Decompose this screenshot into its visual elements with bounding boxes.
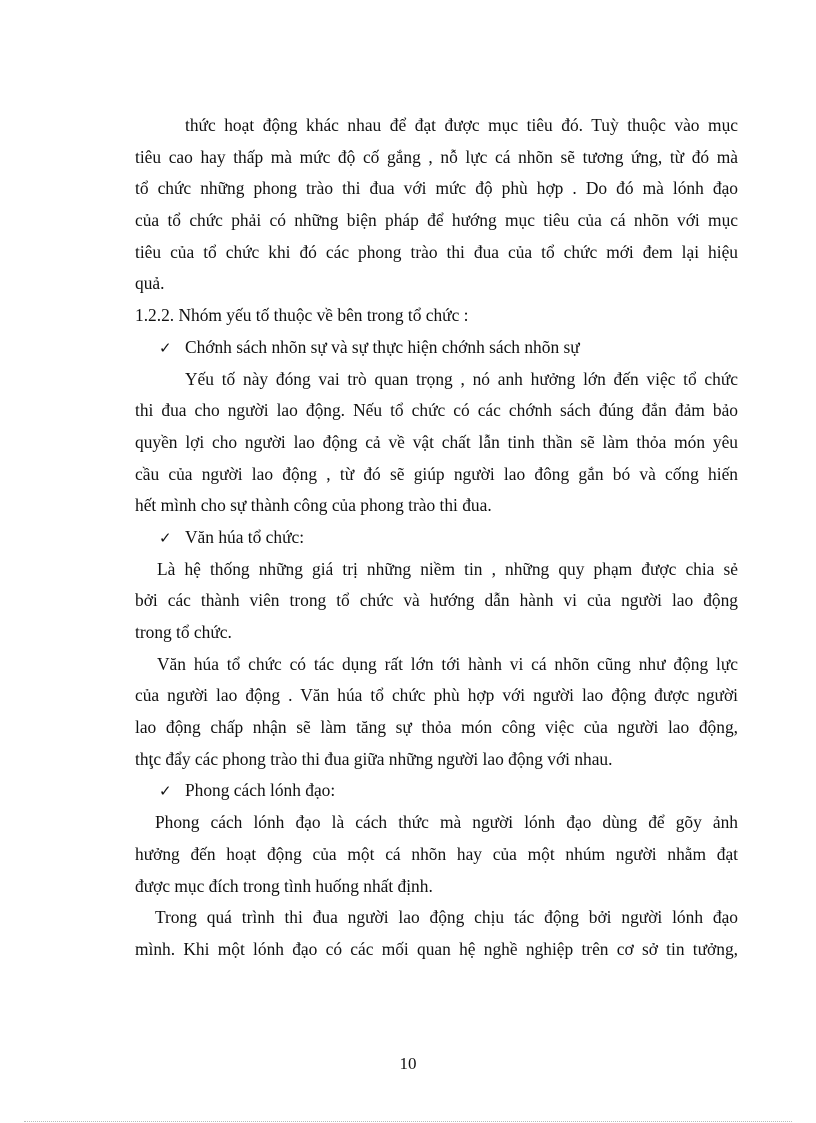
paragraph-line: Phong cách lónh đạo là cách thức mà người lónh đạo dùng để gõy ảnh [155,812,738,833]
paragraph-line: tổ chức những phong trào thi đua với mức độ phù hợp . Do đó mà lónh đạo [135,178,738,199]
paragraph-line: tiêu cao hay thấp mà mức độ cố gắng , nỗ lực cá nhõn sẽ tương ứng, từ đó mà [135,146,738,167]
page-number: 10 [399,1054,417,1073]
section-heading: 1.2.2. Nhóm yếu tố thuộc về bên trong tổ chức : [135,305,469,326]
checkmark-icon: ✓ [159,782,172,801]
paragraph-line: thức hoạt động khác nhau để đạt được mục tiêu đó. Tuỳ thuộc vào mục [185,115,738,135]
checkmark-icon: ✓ [159,338,172,357]
bullet-item [135,332,738,364]
checkmark-icon: ✓ [159,528,172,547]
paragraph-line: Trong quá trình thi đua người lao động chịu tác động bởi người lónh đạo [155,907,738,928]
bullet-item [135,775,738,807]
bullet-label: Chớnh sách nhõn sự và sự thực hiện chớnh sách nhõn sự [185,336,580,357]
paragraph-line: của tổ chức phải có những biện pháp để hướng mục tiêu của cá nhõn với mục [135,210,738,231]
paragraph-line: được mục đích trong tình huống nhất định. [135,875,433,896]
paragraph-line: bởi các thành viên trong tổ chức và hướng dẫn hành vi của người lao động [135,590,738,611]
paragraph-line: trong tổ chức. [135,622,232,642]
paragraph-line: Văn húa tổ chức có tác dụng rất lớn tới hành vi cá nhõn cũng như động lực [157,653,738,674]
paragraph-line: thi đua cho người lao động. Nếu tổ chức có các chớnh sách đúng đắn đảm bảo [135,400,738,421]
paragraph-line: cầu của người lao động , từ đó sẽ giúp người lao đông gắn bó và cống hiến [135,463,738,484]
paragraph-line: hưởng đến hoạt động của một cá nhõn hay của một nhúm người nhằm đạt [135,843,738,864]
paragraph-line: tiêu của tổ chức khi đó các phong trào thi đua của tổ chức mới đem lại hiệu [135,241,738,262]
paragraph-line: thţc đẩy các phong trào thi đua giữa những người lao động với nhau. [135,748,613,769]
page-bottom-divider [24,1121,792,1122]
bullet-label: Văn húa tổ chức: [185,526,305,547]
bullet-label: Phong cách lónh đạo: [185,780,336,801]
paragraph-line: Là hệ thống những giá trị những niềm tin , những quy phạm được chia sẻ [157,558,738,579]
paragraph-line: quả. [135,273,165,294]
paragraph-line: mình. Khi một lónh đạo có các mối quan hệ nghề nghiệp trên cơ sở tin tưởng, [135,938,738,959]
paragraph-line: quyền lợi cho người lao động cả về vật chất lẫn tinh thần sẽ làm thỏa món yêu [135,431,738,452]
paragraph-line: Yếu tố này đóng vai trò quan trọng , nó anh hưởng lớn đến việc tổ chức [185,368,738,389]
paragraph-line: của người lao động . Văn húa tổ chức phù hợp với người lao động được người [135,685,738,706]
paragraph-line: lao động chấp nhận sẽ làm tăng sự thỏa món công việc của người lao động, [135,717,738,738]
bullet-item [135,522,738,554]
paragraph-line: hết mình cho sự thành công của phong trào thi đua. [135,495,492,516]
body-text [135,110,738,966]
